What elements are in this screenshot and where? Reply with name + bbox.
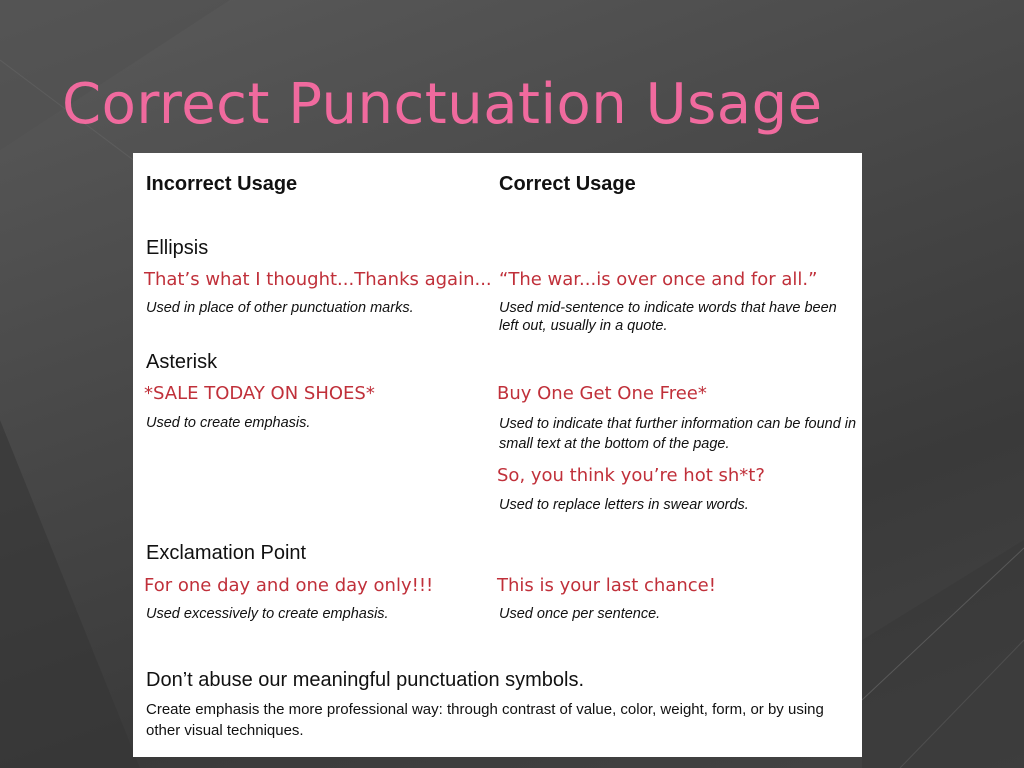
correct-note-ellipsis: Used mid-sentence to indicate words that have been left out, usually in a quote. bbox=[499, 300, 837, 334]
section-heading-exclamation: Exclamation Point bbox=[146, 542, 307, 564]
footer-text: Create emphasis the more professional way: through contrast of value, color, weight, form, or by using other visual techniques. bbox=[146, 701, 824, 739]
correct-example-exclamation: This is your last chance! bbox=[497, 575, 716, 596]
correct-example-ellipsis: “The war...is over once and for all.” bbox=[499, 269, 818, 290]
slide-title: Correct Punctuation Usage bbox=[62, 72, 823, 137]
correct-note-exclamation: Used once per sentence. bbox=[499, 606, 661, 622]
correct-example-asterisk-2: So, you think you’re hot sh*t? bbox=[497, 465, 765, 486]
incorrect-note-ellipsis: Used in place of other punctuation marks. bbox=[146, 300, 414, 316]
incorrect-example-ellipsis: That’s what I thought...Thanks again... bbox=[144, 269, 492, 290]
incorrect-note-asterisk: Used to create emphasis. bbox=[146, 415, 311, 431]
section-heading-ellipsis: Ellipsis bbox=[146, 237, 209, 259]
section-heading-asterisk: Asterisk bbox=[146, 351, 218, 373]
correct-note-asterisk-1: Used to indicate that further information can be found in small text at the bottom of the page. bbox=[499, 416, 857, 452]
incorrect-example-asterisk: *SALE TODAY ON SHOES* bbox=[144, 383, 375, 404]
incorrect-example-exclamation: For one day and one day only!!! bbox=[144, 575, 434, 596]
correct-usage-header: Correct Usage bbox=[499, 173, 636, 195]
content-panel bbox=[133, 153, 862, 757]
incorrect-usage-header: Incorrect Usage bbox=[146, 173, 298, 195]
incorrect-note-exclamation: Used excessively to create emphasis. bbox=[146, 606, 389, 622]
correct-example-asterisk-1: Buy One Get One Free* bbox=[497, 383, 707, 404]
footer-heading: Don’t abuse our meaningful punctuation symbols. bbox=[146, 669, 585, 691]
correct-note-asterisk-2: Used to replace letters in swear words. bbox=[499, 497, 749, 513]
